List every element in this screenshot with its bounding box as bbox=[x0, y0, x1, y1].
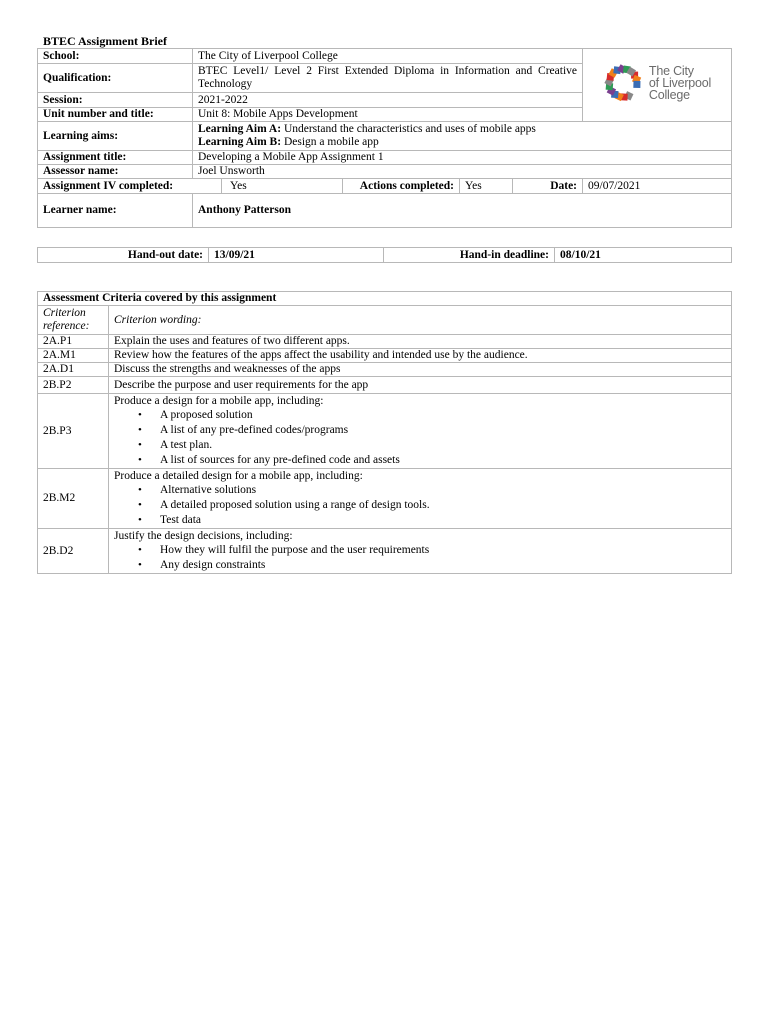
unit-label: Unit number and title: bbox=[38, 108, 193, 122]
logo-line-1: The City bbox=[648, 64, 694, 78]
criterion-reference: 2A.P1 bbox=[38, 335, 109, 349]
brief-info-table bbox=[37, 48, 732, 228]
criterion-bullet-list bbox=[114, 543, 726, 573]
learning-aims-label: Learning aims: bbox=[38, 122, 193, 151]
session-label: Session: bbox=[38, 93, 193, 108]
criterion-bullet-list bbox=[114, 483, 726, 528]
actions-completed-label: Actions completed: bbox=[343, 179, 460, 194]
brief-title: BTEC Assignment Brief bbox=[43, 34, 168, 48]
handout-date-label: Hand-out date: bbox=[38, 248, 209, 263]
dates-table bbox=[37, 247, 732, 263]
criterion-wording bbox=[109, 529, 732, 574]
handin-deadline-label: Hand-in deadline: bbox=[384, 248, 555, 263]
criterion-bullet: • Alternative solutions bbox=[138, 483, 726, 498]
criteria-heading: Assessment Criteria covered by this assignment bbox=[38, 292, 732, 306]
aim-a-text: Understand the characteristics and uses of mobile apps bbox=[283, 123, 536, 135]
date-label: Date: bbox=[513, 179, 583, 194]
actions-completed-value: Yes bbox=[460, 179, 513, 194]
criterion-bullet-list bbox=[114, 408, 726, 468]
criterion-row bbox=[38, 363, 732, 377]
criterion-intro: Produce a design for a mobile app, including: bbox=[114, 395, 324, 407]
criterion-row bbox=[38, 349, 732, 363]
session-value: 2021-2022 bbox=[193, 93, 583, 108]
aim-b-label: Learning Aim B: bbox=[198, 136, 282, 148]
criterion-reference-header: Criterion reference: bbox=[38, 306, 109, 335]
criterion-wording bbox=[109, 469, 732, 529]
criterion-wording: Describe the purpose and user requirements for the app bbox=[109, 377, 732, 394]
criterion-reference: 2A.D1 bbox=[38, 363, 109, 377]
criterion-reference: 2B.P3 bbox=[38, 394, 109, 469]
learning-aims-value bbox=[193, 122, 732, 151]
criterion-wording-header: Criterion wording: bbox=[109, 306, 732, 335]
criterion-row bbox=[38, 377, 732, 394]
assignment-title-label: Assignment title: bbox=[38, 151, 193, 165]
aim-b-text: Design a mobile app bbox=[283, 136, 379, 148]
aim-a-label: Learning Aim A: bbox=[198, 123, 282, 135]
criterion-row bbox=[38, 335, 732, 349]
criterion-bullet: • A proposed solution bbox=[138, 408, 726, 423]
iv-completed-value: Yes bbox=[222, 179, 343, 194]
assessor-value: Joel Unsworth bbox=[193, 165, 732, 179]
qualification-value: BTEC Level1/ Level 2 First Extended Diploma in Information and Creative Technology bbox=[193, 64, 583, 93]
iv-completed-label: Assignment IV completed: bbox=[38, 179, 222, 194]
assessor-label: Assessor name: bbox=[38, 165, 193, 179]
criterion-reference: 2B.P2 bbox=[38, 377, 109, 394]
criterion-reference: 2B.D2 bbox=[38, 529, 109, 574]
handin-deadline-value: 08/10/21 bbox=[555, 248, 732, 263]
college-logo-icon bbox=[603, 63, 643, 103]
handout-date-value: 13/09/21 bbox=[209, 248, 384, 263]
qualification-label: Qualification: bbox=[38, 64, 193, 93]
criterion-intro: Justify the design decisions, including: bbox=[114, 530, 293, 542]
criterion-reference: 2B.M2 bbox=[38, 469, 109, 529]
logo-tile bbox=[633, 81, 640, 88]
criterion-intro: Produce a detailed design for a mobile app, including: bbox=[114, 470, 363, 482]
college-logo bbox=[583, 49, 732, 122]
criterion-wording bbox=[109, 394, 732, 469]
criterion-bullet: • A test plan. bbox=[138, 438, 726, 453]
school-label: School: bbox=[38, 49, 193, 64]
criterion-wording: Explain the uses and features of two different apps. bbox=[109, 335, 732, 349]
criterion-bullet: • A detailed proposed solution using a range of design tools. bbox=[138, 498, 726, 513]
criterion-bullet: • A list of any pre-defined codes/programs bbox=[138, 423, 726, 438]
criterion-bullet: • Any design constraints bbox=[138, 558, 726, 573]
logo-line-3: College bbox=[648, 88, 690, 102]
learner-name-label: Learner name: bbox=[38, 194, 193, 228]
assignment-title-value: Developing a Mobile App Assignment 1 bbox=[193, 151, 732, 165]
criterion-row bbox=[38, 529, 732, 574]
criterion-row bbox=[38, 394, 732, 469]
unit-value: Unit 8: Mobile Apps Development bbox=[193, 108, 583, 122]
logo-line-2: of Liverpool bbox=[648, 76, 712, 90]
criterion-reference: 2A.M1 bbox=[38, 349, 109, 363]
criterion-bullet: • How they will fulfil the purpose and the user requirements bbox=[138, 543, 726, 558]
date-value: 09/07/2021 bbox=[583, 179, 732, 194]
criterion-bullet: • A list of sources for any pre-defined code and assets bbox=[138, 453, 726, 468]
criterion-row bbox=[38, 469, 732, 529]
criterion-bullet: • Test data bbox=[138, 513, 726, 528]
criterion-wording: Discuss the strengths and weaknesses of the apps bbox=[109, 363, 732, 377]
school-value: The City of Liverpool College bbox=[193, 49, 583, 64]
assessment-criteria-table bbox=[37, 291, 732, 574]
criterion-wording: Review how the features of the apps affect the usability and intended use by the audience. bbox=[109, 349, 732, 363]
learner-name-value: Anthony Patterson bbox=[193, 194, 732, 228]
